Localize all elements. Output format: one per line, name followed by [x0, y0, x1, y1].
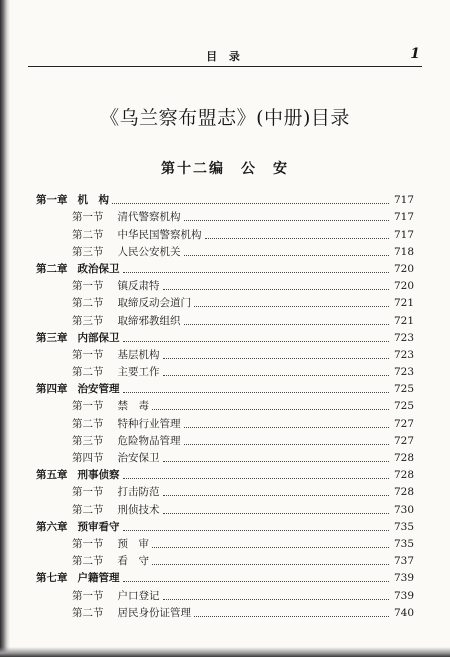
toc-entry-page: 721 [393, 297, 414, 310]
toc-entry-page: 725 [393, 400, 414, 413]
toc-entry-title: 禁 毒 [117, 400, 149, 413]
toc-entry-title: 预审看守 [77, 520, 120, 533]
dot-leader [123, 581, 390, 582]
toc-entry-label: 第一节 [72, 400, 104, 413]
toc-entry-label: 第一节 [72, 211, 104, 224]
toc-entry-title: 主要工作 [117, 366, 160, 379]
toc-entry-page: 737 [393, 555, 414, 568]
running-head-page-number: 1 [410, 46, 420, 62]
toc-section-row [36, 499, 414, 516]
dot-leader [194, 616, 389, 617]
toc-entry-title: 基层机构 [117, 348, 160, 361]
toc-section-row [36, 431, 414, 448]
toc-entry-page: 727 [393, 417, 414, 430]
toc-entry-label: 第四节 [72, 452, 104, 464]
toc-entry-label: 第一节 [72, 589, 104, 602]
table-of-contents [36, 190, 414, 620]
dot-leader [123, 530, 390, 531]
toc-entry-page: 728 [393, 469, 414, 482]
toc-entry-label: 第一节 [72, 537, 104, 550]
dot-leader [184, 324, 390, 325]
toc-entry-page: 720 [393, 262, 414, 275]
toc-entry-title: 户口登记 [117, 589, 160, 602]
toc-entry-page: 739 [393, 572, 414, 585]
toc-entry-label: 第三节 [72, 434, 104, 447]
toc-entry-label: 第三节 [72, 245, 104, 258]
dot-leader [163, 375, 390, 376]
toc-entry-title: 内部保卫 [77, 331, 120, 344]
toc-chapter-row [36, 379, 414, 396]
toc-entry-page: 723 [393, 348, 414, 361]
toc-section-row [36, 534, 414, 551]
toc-section-row [36, 396, 414, 413]
toc-section-row [36, 207, 414, 224]
toc-section-row [36, 242, 414, 259]
toc-entry-label: 第二章 [36, 262, 68, 275]
toc-entry-page: 723 [393, 331, 414, 344]
toc-entry-page: 740 [393, 606, 414, 619]
dot-leader [123, 392, 390, 393]
toc-entry-label: 第四章 [36, 383, 68, 396]
scan-edge-bottom [0, 647, 450, 657]
toc-chapter-row [36, 190, 414, 207]
toc-entry-page: 721 [393, 314, 414, 327]
toc-entry-title: 人民公安机关 [117, 245, 181, 258]
toc-entry-title: 清代警察机构 [117, 211, 181, 224]
toc-entry-title: 治安保卫 [117, 452, 160, 464]
toc-entry-title: 危险物品管理 [117, 434, 181, 447]
toc-section-row [36, 345, 414, 362]
toc-entry-title: 取缔反动会道门 [117, 297, 191, 310]
toc-entry-page: 728 [393, 486, 414, 499]
toc-entry-label: 第二节 [72, 228, 104, 241]
dot-leader [123, 478, 390, 479]
toc-entry-page: 717 [393, 194, 414, 207]
toc-entry-label: 第一节 [72, 348, 104, 361]
toc-entry-title: 中华民国警察机构 [117, 228, 202, 241]
toc-chapter-row [36, 568, 414, 585]
toc-entry-page: 725 [393, 383, 414, 396]
scan-edge-left [0, 0, 10, 657]
dot-leader [152, 409, 389, 410]
toc-entry-label: 第七章 [36, 572, 68, 585]
toc-chapter-row [36, 465, 414, 482]
toc-section-row [36, 224, 414, 241]
toc-entry-label: 第六章 [36, 520, 68, 533]
dot-leader [152, 547, 389, 548]
dot-leader [184, 444, 390, 445]
toc-entry-title: 刑事侦察 [77, 469, 120, 482]
toc-entry-title: 刑侦技术 [117, 503, 160, 516]
dot-leader [163, 495, 390, 496]
toc-section-row [36, 448, 414, 465]
toc-entry-label: 第二节 [72, 555, 104, 568]
dot-leader [184, 255, 390, 256]
running-head [28, 46, 422, 67]
toc-section-row [36, 293, 414, 310]
dot-leader [123, 341, 390, 342]
toc-entry-title: 政治保卫 [77, 262, 120, 275]
toc-chapter-row [36, 517, 414, 534]
toc-entry-title: 取缔邪教组织 [117, 314, 181, 327]
toc-entry-label: 第二节 [72, 606, 104, 619]
toc-entry-page: 727 [393, 434, 414, 447]
toc-entry-page: 718 [393, 245, 414, 258]
toc-entry-title: 特种行业管理 [117, 417, 181, 430]
toc-entry-title: 镇反肃特 [117, 280, 160, 293]
toc-entry-page: 728 [393, 452, 414, 464]
dot-leader [163, 358, 390, 359]
toc-entry-label: 第二节 [72, 366, 104, 379]
toc-entry-title: 治安管理 [77, 383, 120, 396]
toc-chapter-row [36, 328, 414, 345]
toc-entry-title: 机 构 [77, 194, 109, 207]
dot-leader [184, 220, 390, 221]
dot-leader [163, 461, 390, 462]
toc-section-row [36, 551, 414, 568]
dot-leader [194, 306, 389, 307]
toc-entry-page: 735 [393, 537, 414, 550]
dot-leader [184, 427, 390, 428]
running-head-title: 目 录 [206, 50, 244, 63]
dot-leader [163, 599, 390, 600]
toc-entry-page: 735 [393, 520, 414, 533]
toc-section-row [36, 413, 414, 430]
toc-entry-label: 第五章 [36, 469, 68, 482]
toc-entry-page: 739 [393, 589, 414, 602]
toc-entry-label: 第二节 [72, 417, 104, 430]
toc-entry-page: 723 [393, 366, 414, 379]
toc-entry-label: 第一节 [72, 280, 104, 293]
toc-section-row [36, 482, 414, 499]
toc-chapter-row [36, 259, 414, 276]
dot-leader [112, 203, 389, 204]
toc-entry-page: 730 [393, 503, 414, 516]
toc-entry-label: 第二节 [72, 297, 104, 310]
toc-entry-label: 第一章 [36, 194, 68, 207]
toc-entry-page: 717 [393, 228, 414, 241]
toc-entry-page: 717 [393, 211, 414, 224]
toc-entry-title: 打击防范 [117, 486, 160, 499]
toc-section-row [36, 603, 414, 620]
part-title: 第十二编 公 安 [161, 161, 289, 177]
dot-leader [163, 513, 390, 514]
toc-entry-title: 预 审 [117, 537, 149, 550]
dot-leader [163, 289, 390, 290]
toc-section-row [36, 310, 414, 327]
toc-entry-label: 第三章 [36, 331, 68, 344]
toc-entry-title: 居民身份证管理 [117, 606, 191, 619]
toc-entry-title: 看 守 [117, 555, 149, 568]
toc-section-row [36, 276, 414, 293]
dot-leader [123, 272, 390, 273]
dot-leader [205, 238, 390, 239]
book-title: 《乌兰察布盟志》(中册)目录 [100, 107, 350, 129]
toc-section-row [36, 585, 414, 602]
toc-section-row [36, 362, 414, 379]
toc-entry-label: 第三节 [72, 314, 104, 327]
dot-leader [152, 564, 389, 565]
toc-entry-page: 720 [393, 280, 414, 293]
toc-entry-label: 第二节 [72, 503, 104, 516]
toc-entry-label: 第一节 [72, 486, 104, 499]
toc-entry-title: 户籍管理 [77, 572, 120, 585]
